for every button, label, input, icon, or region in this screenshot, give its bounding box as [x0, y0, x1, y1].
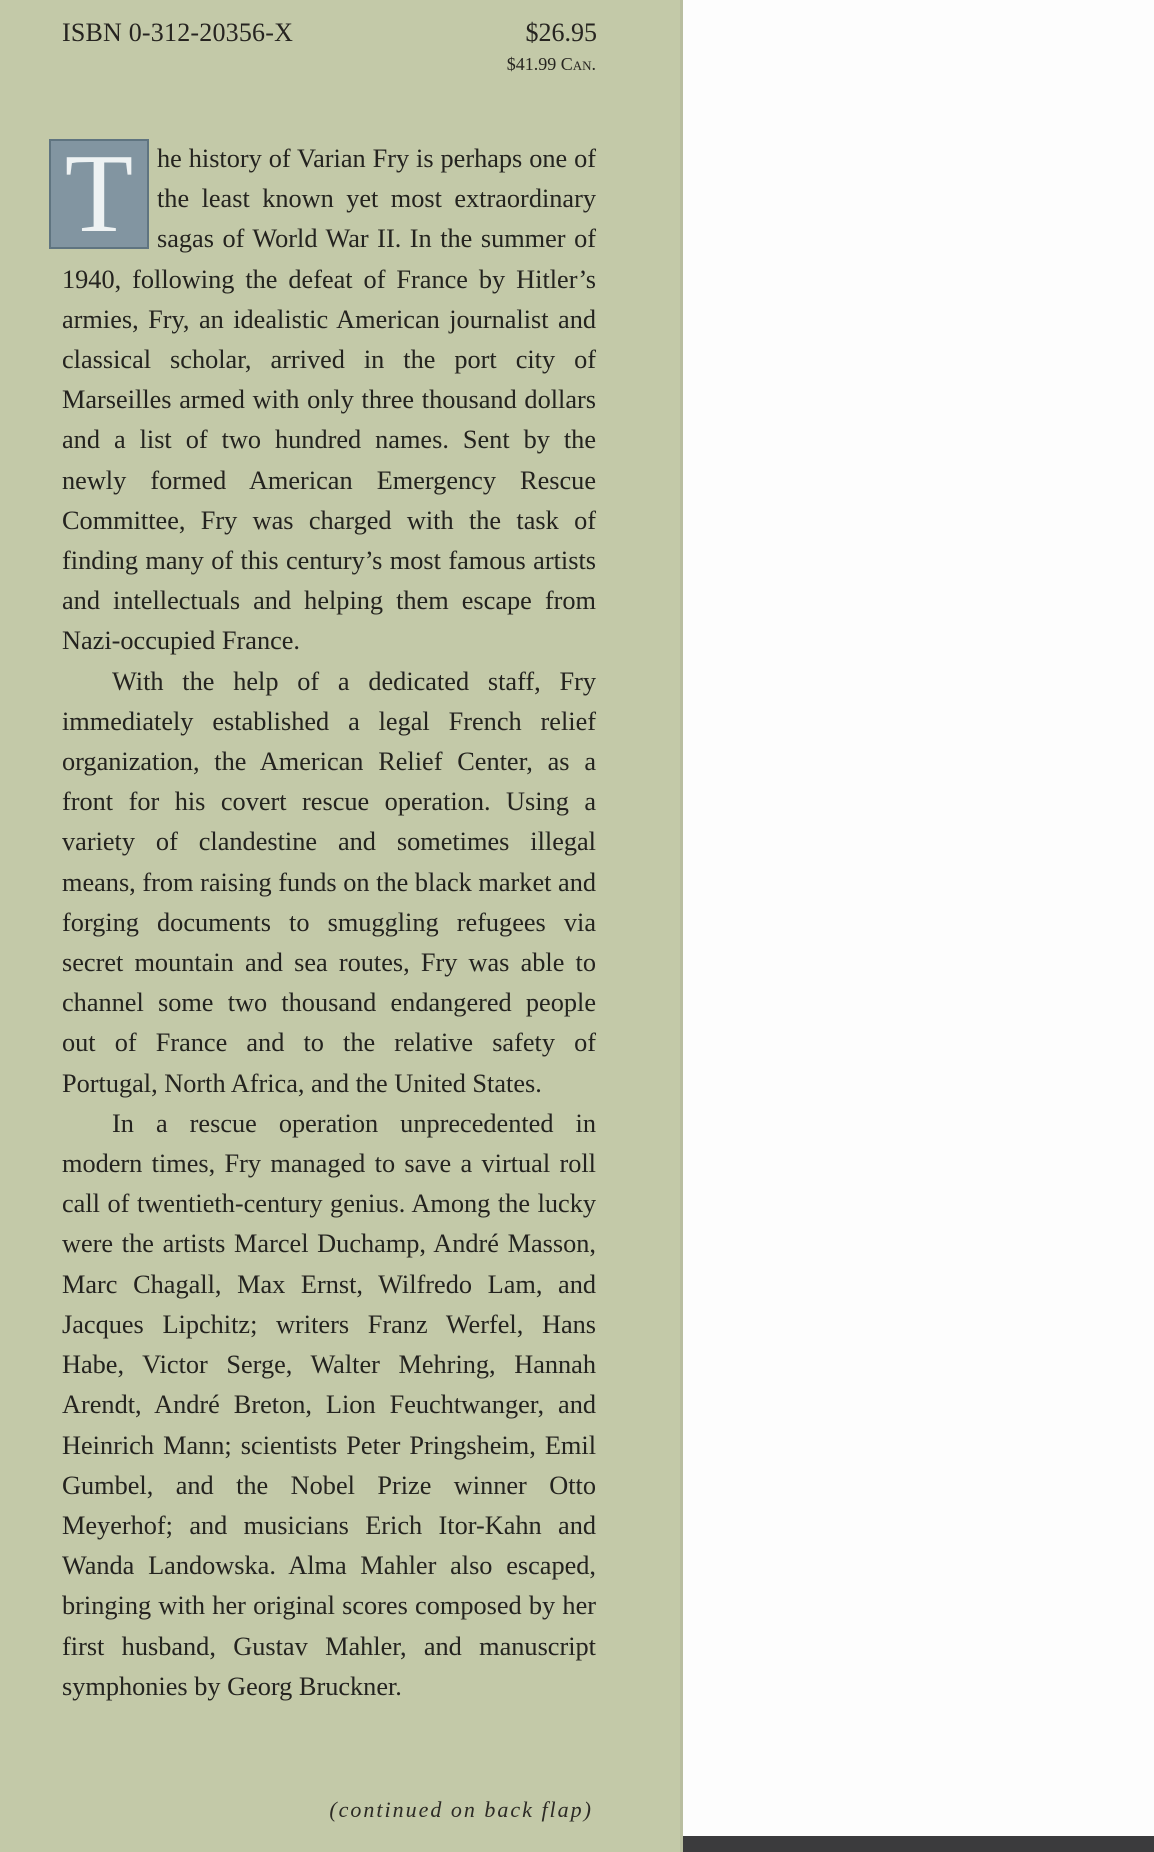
paragraph-2: With the help of a dedicated staff, Fry immediately established a legal French relief organization, the American Relief Center, as a front for his covert rescue operation. Using a variety of clandestine and sometimes illegal means, from raising funds on the black market and forging documents to smuggling refugees via secret mountain and sea routes, Fry was able to channel some two thousand endangered people out of France and to the relative safety of Portugal, North Africa, and the United States. — [62, 666, 596, 1098]
drop-cap: T — [49, 139, 149, 249]
continued-on-back-flap: (continued on back flap) — [329, 1797, 593, 1822]
blank-endpaper — [683, 0, 1154, 1852]
isbn-label: ISBN 0-312-20356-X — [62, 18, 294, 47]
paragraph-1-text: he history of Varian Fry is perhaps one of the least known yet most extraordinary sagas of World War II. In the summer of 1940, following the defeat of France by Hitler’s armies, Fry, an idealistic American journalist and classical scholar, arrived in the port city of Marseilles armed with only three thousand dollars and a list of two hundred names. Sent by the newly formed American Emergency Rescue Committee, Fry was charged with the task of finding many of this century’s most famous artists and intellectuals and helping them escape from Nazi-occupied France. — [62, 144, 596, 656]
paragraph-3: In a rescue operation unprecedented in modern times, Fry managed to save a virtual roll call of twentieth-century genius. Among the lucky were the artists Marcel Duchamp, André Masson, Marc Chagall, Max Ernst, Wilfredo Lam, and Jacques Lipchitz; writers Franz Werfel, Hans Habe, Victor Serge, Walter Mehring, Hannah Arendt, André Breton, Lion Feuchtwanger, and Heinrich Mann; scientists Peter Pringsheim, Emil Gumbel, and the Nobel Prize winner Otto Meyerhof; and musicians Erich Itor-Kahn and Wanda Landowska. Alma Mahler also escaped, bringing with her original scores composed by her first husband, Gustav Mahler, and manuscript symphonies by Georg Bruckner. — [62, 1108, 596, 1701]
paragraph-1 — [62, 132, 596, 662]
price-us: $26.95 — [525, 18, 597, 47]
price-canada: $41.99 Can. — [506, 54, 596, 74]
bottom-edge-strip — [683, 1836, 1154, 1852]
flap-body-text — [62, 132, 596, 1707]
